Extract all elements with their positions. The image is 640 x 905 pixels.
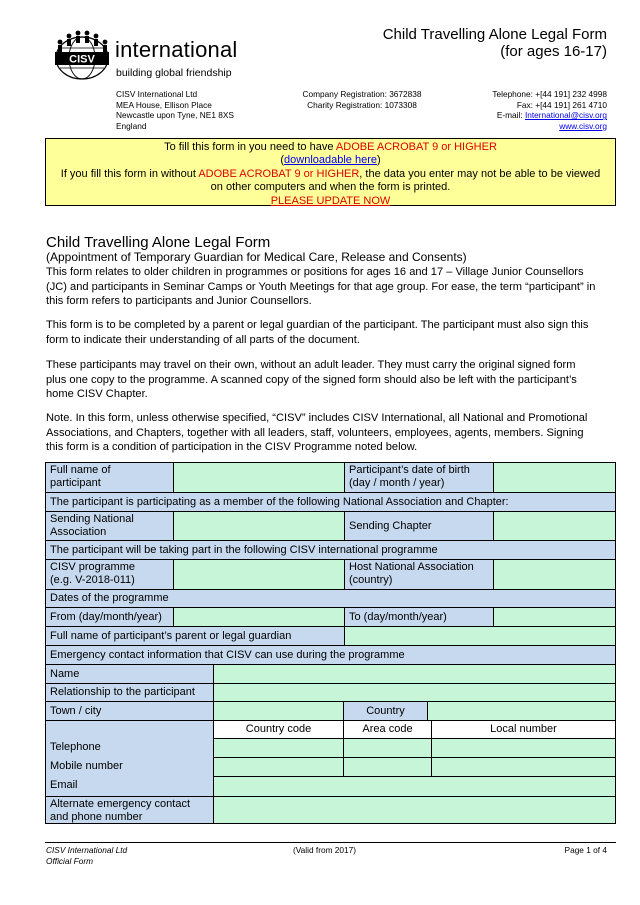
dates-row-heading: Dates of the programme xyxy=(45,589,616,608)
globe-people-icon xyxy=(52,28,112,82)
sending-chapter-field[interactable] xyxy=(493,511,616,541)
fax-number: Fax: +[44 191] 261 4710 xyxy=(516,99,607,110)
contact-info xyxy=(492,89,607,131)
cisv-programme-label: CISV programme (e.g. V-2018-011) xyxy=(45,559,174,590)
svg-text:CISV: CISV xyxy=(69,53,95,66)
to-date-label: To (day/month/year) xyxy=(344,607,494,627)
area-code-header: Area code xyxy=(343,720,432,739)
email-link[interactable]: International@cisv.org xyxy=(524,110,607,121)
address-line: MEA House, Ellison Place xyxy=(116,99,212,110)
download-link[interactable]: downloadable here xyxy=(284,154,377,167)
address-line: CISV International Ltd xyxy=(116,89,198,99)
mobile-label: Mobile number xyxy=(50,760,123,772)
mobile-country-code-field[interactable] xyxy=(213,757,344,777)
charity-registration: Charity Registration: 1073308 xyxy=(307,99,417,110)
contact-name-label: Name xyxy=(45,664,214,684)
dob-field[interactable] xyxy=(493,462,616,493)
telephone-local-number-field[interactable] xyxy=(431,738,616,758)
email-label: Email xyxy=(50,779,78,791)
document-heading: Child Travelling Alone Legal Form xyxy=(46,234,271,251)
cisv-logo xyxy=(52,28,252,82)
form-subtitle: (for ages 16-17) xyxy=(500,43,607,60)
country-code-header: Country code xyxy=(213,720,344,739)
full-name-field[interactable] xyxy=(173,462,345,493)
brand-tagline: building global friendship xyxy=(116,67,232,79)
town-field[interactable] xyxy=(213,701,344,721)
programme-row-heading: The participant will be taking part in the following CISV international programme xyxy=(45,540,616,560)
travel-paragraph: These participants may travel on their own, without an adult leader. They must carry the original signed form plus one copy to the programme. A scanned copy of the signed form should also be left with the participant’s home CISV Chapter. xyxy=(46,359,577,401)
participant-form-table xyxy=(45,462,616,824)
mobile-local-number-field[interactable] xyxy=(431,757,616,777)
full-name-label: Full name of participant xyxy=(45,462,174,493)
email-field[interactable] xyxy=(213,776,616,797)
postal-address xyxy=(116,89,234,131)
sending-na-field[interactable] xyxy=(173,511,345,541)
telephone-country-code-field[interactable] xyxy=(213,738,344,758)
telephone-label: Telephone xyxy=(50,741,101,753)
to-date-field[interactable] xyxy=(493,607,616,627)
from-date-field[interactable] xyxy=(173,607,345,627)
local-number-header: Local number xyxy=(431,720,616,739)
address-line: England xyxy=(116,120,147,131)
telephone-number: Telephone: +[44 191] 232 4998 xyxy=(492,89,607,99)
footer-divider xyxy=(45,842,616,843)
phone-labels-cell xyxy=(45,720,214,797)
country-label: Country xyxy=(343,701,428,721)
host-na-label: Host National Association (country) xyxy=(344,559,494,590)
guardian-name-label: Full name of participant’s parent or legal guardian xyxy=(45,626,345,646)
contact-name-field[interactable] xyxy=(213,664,616,684)
email-line: E-mail: International@cisv.org xyxy=(496,110,607,121)
sending-na-label: Sending National Association xyxy=(45,511,174,541)
alternate-contact-label: Alternate emergency contact and phone number xyxy=(45,796,214,824)
sending-chapter-label: Sending Chapter xyxy=(344,511,494,541)
mobile-area-code-field[interactable] xyxy=(343,757,432,777)
form-title: Child Travelling Alone Legal Form xyxy=(382,26,607,43)
dob-label: Participant’s date of birth (day / month / year) xyxy=(344,462,494,493)
intro-paragraph: This form relates to older children in programmes or positions for ages 16 and 17 – Village Junior Counsellors (JC) and participants in Seminar Camps or Youth Meetings for that age group. For ease, the term “participant” in this form refers to participants and Junior Counsellors. xyxy=(46,266,596,308)
town-label: Town / city xyxy=(45,701,214,721)
company-registration: Company Registration: 3672838 xyxy=(302,89,422,99)
update-now-link[interactable]: PLEASE UPDATE NOW xyxy=(270,194,391,207)
document-subheading: (Appointment of Temporary Guardian for Medical Care, Release and Consents) xyxy=(46,250,467,264)
completion-paragraph: This form is to be completed by a parent or legal guardian of the participant. The participant must also sign this form to indicate their understanding of all parts of the document. xyxy=(46,319,589,346)
brand-name: international xyxy=(115,37,238,62)
address-line: Newcastle upon Tyne, NE1 8XS xyxy=(116,110,234,121)
website-link[interactable]: www.cisv.org xyxy=(559,120,607,131)
telephone-area-code-field[interactable] xyxy=(343,738,432,758)
registration-info xyxy=(302,89,422,110)
footer-org: CISV International Ltd Official Form xyxy=(46,845,128,866)
country-field[interactable] xyxy=(427,701,616,721)
acrobat-notice: To fill this form in you need to have ADOBE ACROBAT 9 or HIGHER (downloadable here) If you fill this form in without ADOBE ACROBAT 9 or HIGHER, the data you enter may not be able to be viewed on other computers and when the form is printed. PLEASE UPDATE NOW xyxy=(45,138,616,206)
note-paragraph: Note. In this form, unless otherwise specified, “CISV” includes CISV International, all National and Promotional Associations, and Chapters, together with all leaders, staff, volunteers, employees, agents, members. Signing this form is a condition of participation in the CISV Programme noted below. xyxy=(46,412,588,454)
footer-page-number: Page 1 of 4 xyxy=(564,845,607,855)
footer-valid: (Valid from 2017) xyxy=(293,845,357,855)
association-row-heading: The participant is participating as a member of the following National Association and Chapter: xyxy=(45,492,616,512)
relationship-label: Relationship to the participant xyxy=(45,683,214,702)
from-date-label: From (day/month/year) xyxy=(45,607,174,627)
alternate-contact-field[interactable] xyxy=(213,796,616,824)
host-na-field[interactable] xyxy=(493,559,616,590)
emergency-row-heading: Emergency contact information that CISV can use during the programme xyxy=(45,645,616,665)
cisv-programme-field[interactable] xyxy=(173,559,345,590)
guardian-name-field[interactable] xyxy=(344,626,616,646)
relationship-field[interactable] xyxy=(213,683,616,702)
